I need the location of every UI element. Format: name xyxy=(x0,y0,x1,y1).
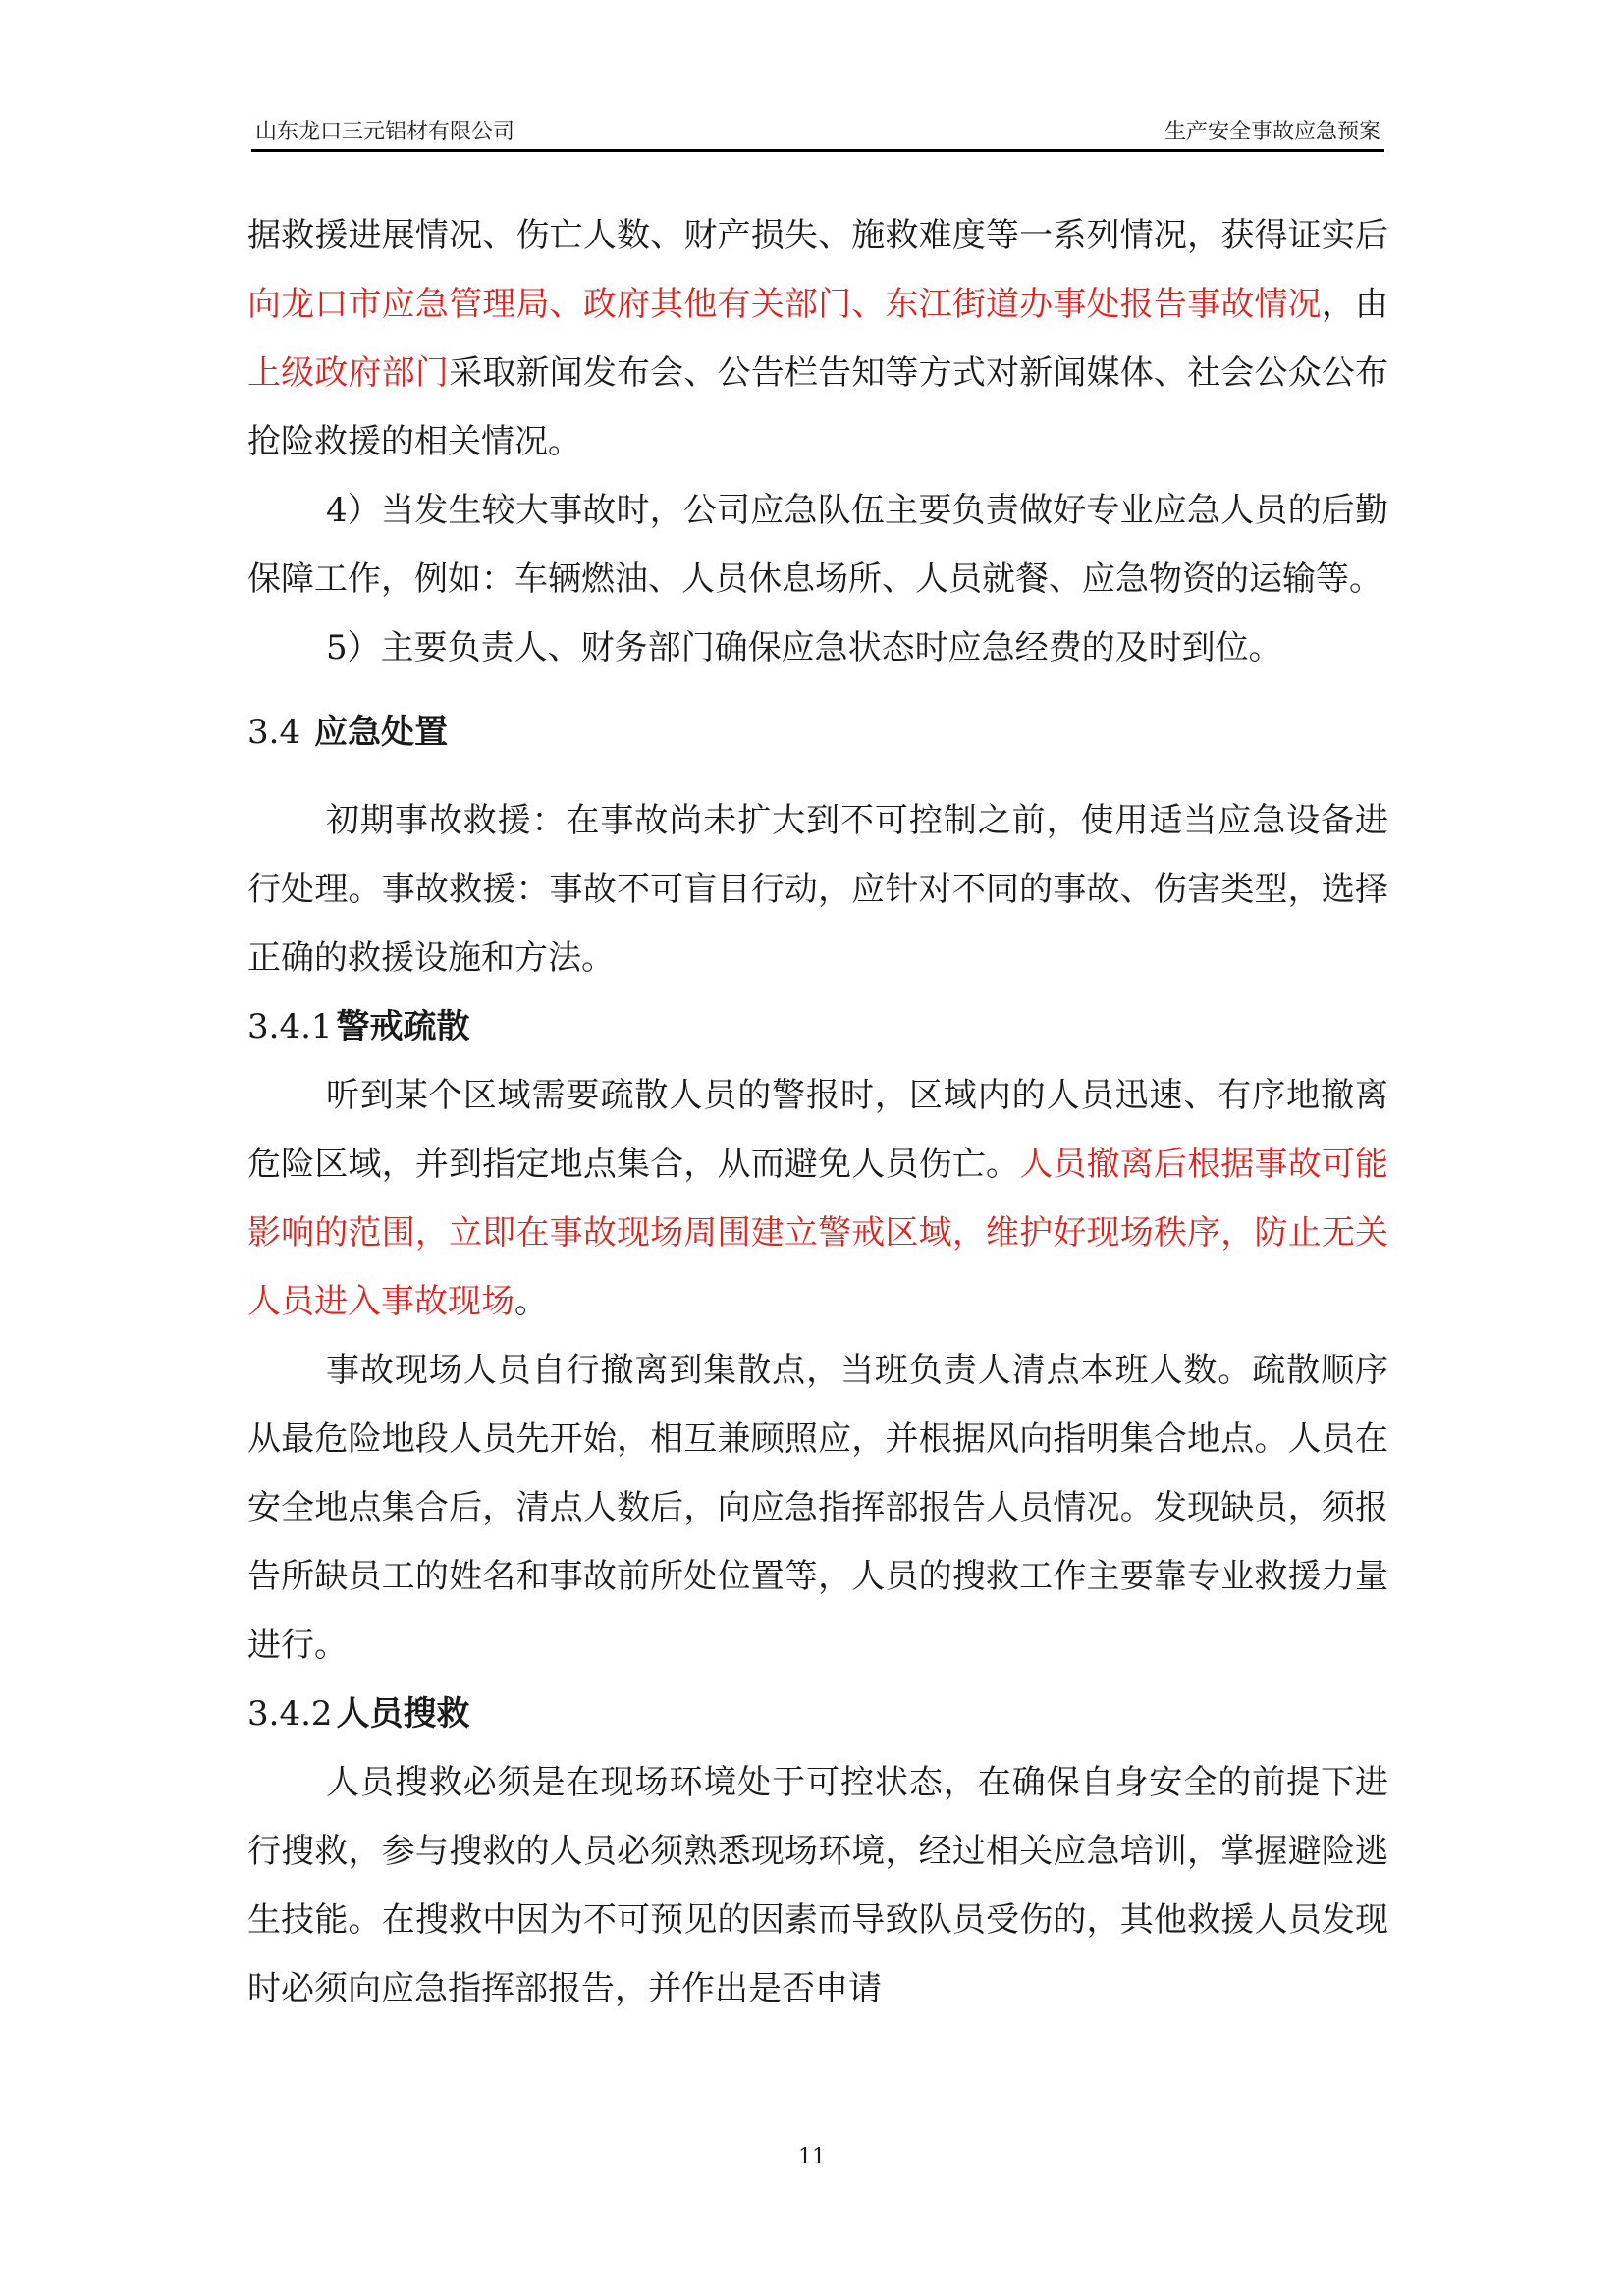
paragraph-evacuation-alarm xyxy=(247,1061,1388,1336)
paragraph-logistics: 4）当发生较大事故时，公司应急队伍主要负责做好专业应急人员的后勤保障工作，例如：车辆燃油、人员休息场所、人员就餐、应急物资的运输等。 xyxy=(247,491,1388,599)
paragraph-search-rescue: 人员搜救必须是在现场环境处于可控状态，在确保自身安全的前提下进行搜救，参与搜救的人员必须熟悉现场环境，经过相关应急培训，掌握避险逃生技能。在搜救中因为不可预见的因素而导致队员受伤的，其他救援人员发现时必须向应急指挥部报告，并作出是否申请 xyxy=(247,1763,1388,2008)
section-heading-3-4-1 xyxy=(247,992,1388,1061)
document-body xyxy=(247,201,1388,2023)
text-run: 采取新闻发布会、公告栏告知等方式对新闻媒体、社会公众公布抢险救援的相关情况。 xyxy=(247,353,1389,461)
header-rule xyxy=(251,149,1384,152)
section-title: 警戒疏散 xyxy=(336,1007,470,1046)
paragraph-assembly: 事故现场人员自行撤离到集散点，当班负责人清点本班人数。疏散顺序从最危险地段人员先开始，相互兼顾照应，并根据风向指明集合地点。人员在安全地点集合后，清点人数后，向应急指挥部报告人员情况。发现缺员，须报告所缺员工的姓名和事故前所处位置等，人员的搜救工作主要靠专业救援力量进行。 xyxy=(247,1351,1388,1665)
company-name: 山东龙口三元铝材有限公司 xyxy=(255,120,515,144)
section-title: 应急处置 xyxy=(314,713,449,752)
section-number: 3.4 xyxy=(247,713,301,752)
paragraph-initial-rescue: 初期事故救援：在事故尚未扩大到不可控制之前，使用适当应急设备进行处理。事故救援：事故不可盲目行动，应针对不同的事故、伤害类型，选择正确的救援设施和方法。 xyxy=(247,801,1388,978)
text-run: 。 xyxy=(514,1282,548,1321)
section-number: 3.4.2 xyxy=(247,1694,333,1734)
text-run: ，由 xyxy=(1321,285,1389,324)
page-number: 11 xyxy=(798,2145,826,2169)
section-heading-3-4 xyxy=(247,698,1388,767)
paragraph-reporting xyxy=(247,201,1388,476)
text-run: 听到某个区域需要疏散人员的警报时，区域内的人员迅速、有序地撤离危险区域，并到指定地点集合，从而避免人员伤亡。 xyxy=(247,1076,1388,1184)
highlighted-text: 上级政府部门 xyxy=(247,353,450,393)
section-number: 3.4.1 xyxy=(247,1007,333,1046)
paragraph-funding: 5）主要负责人、财务部门确保应急状态时应急经费的及时到位。 xyxy=(326,628,1282,667)
document-title: 生产安全事故应急预案 xyxy=(1164,120,1380,144)
page-header xyxy=(251,115,1384,148)
highlighted-text: 人员撤离后根据事故可能影响的范围，立即在事故现场周围建立警戒区域，维护好现场秩序，防止无关人员进入事故现场 xyxy=(247,1145,1389,1321)
text-run: 据救援进展情况、伤亡人数、财产损失、施救难度等一系列情况，获得证实后 xyxy=(247,216,1388,255)
highlighted-text: 向龙口市应急管理局、政府其他有关部门、东江街道办事处报告事故情况 xyxy=(247,285,1322,324)
section-title: 人员搜救 xyxy=(336,1694,470,1734)
section-heading-3-4-2 xyxy=(247,1680,1388,1748)
